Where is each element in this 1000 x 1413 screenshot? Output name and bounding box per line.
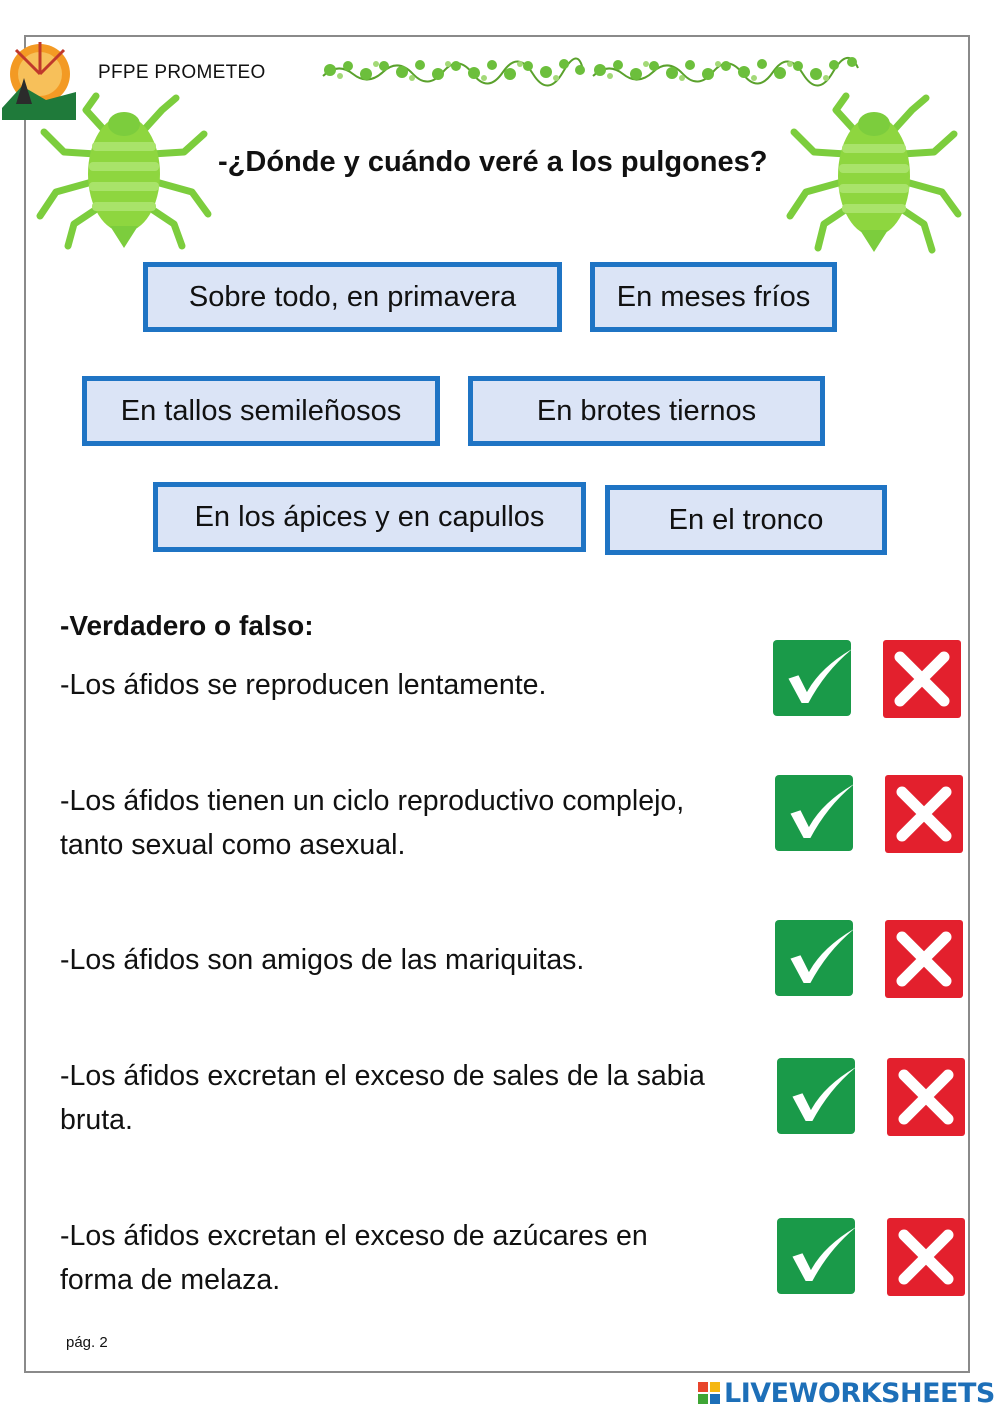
- statement-4: [60, 1054, 760, 1142]
- option-brotes-tiernos[interactable]: En brotes tiernos: [468, 376, 825, 446]
- option-tallos-semilenosos[interactable]: En tallos semileñosos: [82, 376, 440, 446]
- true-false-title: -Verdadero o falso:: [60, 610, 314, 641]
- option-meses-frios[interactable]: En meses fríos: [590, 262, 837, 332]
- aphid-icon: [784, 92, 964, 257]
- aphid-icon: [34, 92, 214, 252]
- statement-1: [60, 663, 760, 707]
- statement-line: -Los áfidos se reproducen lentamente.: [60, 669, 547, 701]
- check-icon[interactable]: [773, 638, 851, 716]
- cross-icon[interactable]: [887, 1058, 965, 1136]
- check-icon[interactable]: [777, 1216, 855, 1294]
- page-title: -¿Dónde y cuándo veré a los pulgones?: [218, 146, 768, 178]
- statement-2: [60, 779, 760, 867]
- statement-line: -Los áfidos excretan el exceso de azúcares en: [60, 1220, 648, 1252]
- statement-line: bruta.: [60, 1104, 133, 1136]
- cross-icon[interactable]: [885, 920, 963, 998]
- school-name: PFPE PROMETEO: [98, 62, 266, 83]
- statement-5: [60, 1214, 760, 1302]
- cross-icon[interactable]: [883, 640, 961, 718]
- statement-line: -Los áfidos excretan el exceso de sales de la sabia: [60, 1060, 705, 1092]
- brand-text: LIVEWORKSHEETS: [724, 1377, 995, 1409]
- cross-icon[interactable]: [887, 1218, 965, 1296]
- statement-line: -Los áfidos tienen un ciclo reproductivo complejo,: [60, 785, 685, 817]
- statement-line: forma de melaza.: [60, 1264, 281, 1296]
- page-number: pág. 2: [66, 1334, 108, 1351]
- option-tronco[interactable]: En el tronco: [605, 485, 887, 555]
- brand-grid-icon: [698, 1382, 720, 1404]
- statement-3: [60, 938, 760, 982]
- check-icon[interactable]: [775, 773, 853, 851]
- cross-icon[interactable]: [885, 775, 963, 853]
- vine-icon: [318, 52, 863, 88]
- brand-logo: [698, 1376, 995, 1410]
- statement-line: -Los áfidos son amigos de las mariquitas.: [60, 944, 585, 976]
- check-icon[interactable]: [775, 918, 853, 996]
- option-primavera[interactable]: Sobre todo, en primavera: [143, 262, 562, 332]
- statement-line: tanto sexual como asexual.: [60, 829, 406, 861]
- check-icon[interactable]: [777, 1056, 855, 1134]
- option-apices-capullos[interactable]: En los ápices y en capullos: [153, 482, 586, 552]
